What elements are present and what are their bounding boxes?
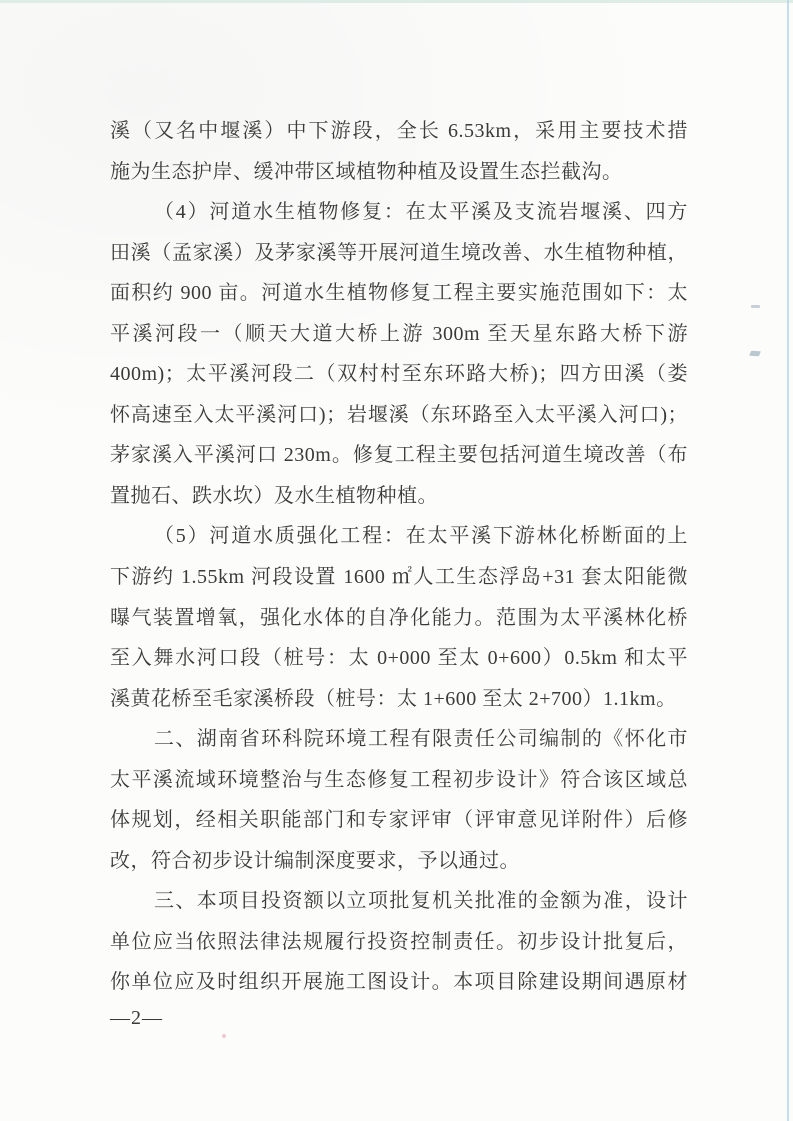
- text-line: 溪（又名中堰溪）中下游段，全长 6.53km，采用主要技术措: [110, 120, 688, 142]
- text-line: 太平溪流域环境整治与生态修复工程初步设计》符合该区域总: [110, 768, 688, 791]
- text-line: 下游约 1.55km 河段设置 1600 ㎡人工生态浮岛+31 套太阳能微: [110, 566, 688, 589]
- scan-artifact-mark: [751, 305, 760, 308]
- text-line: 400m)；太平溪河段二（双村村至东环路大桥)；四方田溪（娄: [110, 363, 688, 386]
- text-line: 置抛石、跌水坎）及水生植物种植。: [110, 484, 438, 507]
- text-line: 单位应当依照法律法规履行投资控制责任。初步设计批复后，: [110, 930, 688, 953]
- scan-artifact-mark: [749, 351, 761, 357]
- text-line: 平溪河段一（顺天大道大桥上游 300m 至天星东路大桥下游: [110, 322, 688, 345]
- page-number: —2—: [110, 1007, 163, 1029]
- text-line: 施为生态护岸、缓冲带区域植物种植及设置生态拦截沟。: [110, 160, 623, 183]
- text-line: 曝气装置增氧，强化水体的自净化能力。范围为太平溪林化桥: [110, 606, 688, 629]
- text-line: 田溪（孟家溪）及茅家溪等开展河道生境改善、水生植物种植，: [110, 241, 688, 264]
- scan-right-edge: [787, 0, 789, 1121]
- text-line: 至入舞水河口段（桩号：太 0+000 至太 0+600）0.5km 和太平: [110, 647, 688, 670]
- text-line: 体规划，经相关职能部门和专家评审（评审意见详附件）后修: [110, 809, 688, 832]
- text-line: （4）河道水生植物修复：在太平溪及支流岩堰溪、四方: [154, 201, 688, 224]
- text-line: 二、湖南省环科院环境工程有限责任公司编制的《怀化市: [154, 728, 688, 751]
- text-line: 怀高速至入太平溪河口)；岩堰溪（东环路至入太平溪入河口)；: [110, 403, 688, 426]
- text-line: 你单位应及时组织开展施工图设计。本项目除建设期间遇原材: [110, 971, 688, 994]
- text-line: 面积约 900 亩。河道水生植物修复工程主要实施范围如下：太: [110, 282, 688, 305]
- text-line: 溪黄花桥至毛家溪桥段（桩号：太 1+600 至太 2+700）1.1km。: [110, 687, 677, 710]
- document-body: [110, 111, 688, 1003]
- text-line: 茅家溪入平溪河口 230m。修复工程主要包括河道生境改善（布: [110, 444, 688, 467]
- scan-top-edge: [0, 0, 793, 3]
- scan-artifact-speck: [222, 1034, 226, 1038]
- text-line: 三、本项目投资额以立项批复机关批准的金额为准，设计: [154, 890, 688, 913]
- text-line: 改，符合初步设计编制深度要求，予以通过。: [110, 849, 520, 872]
- text-line: （5）河道水质强化工程：在太平溪下游林化桥断面的上: [154, 525, 688, 548]
